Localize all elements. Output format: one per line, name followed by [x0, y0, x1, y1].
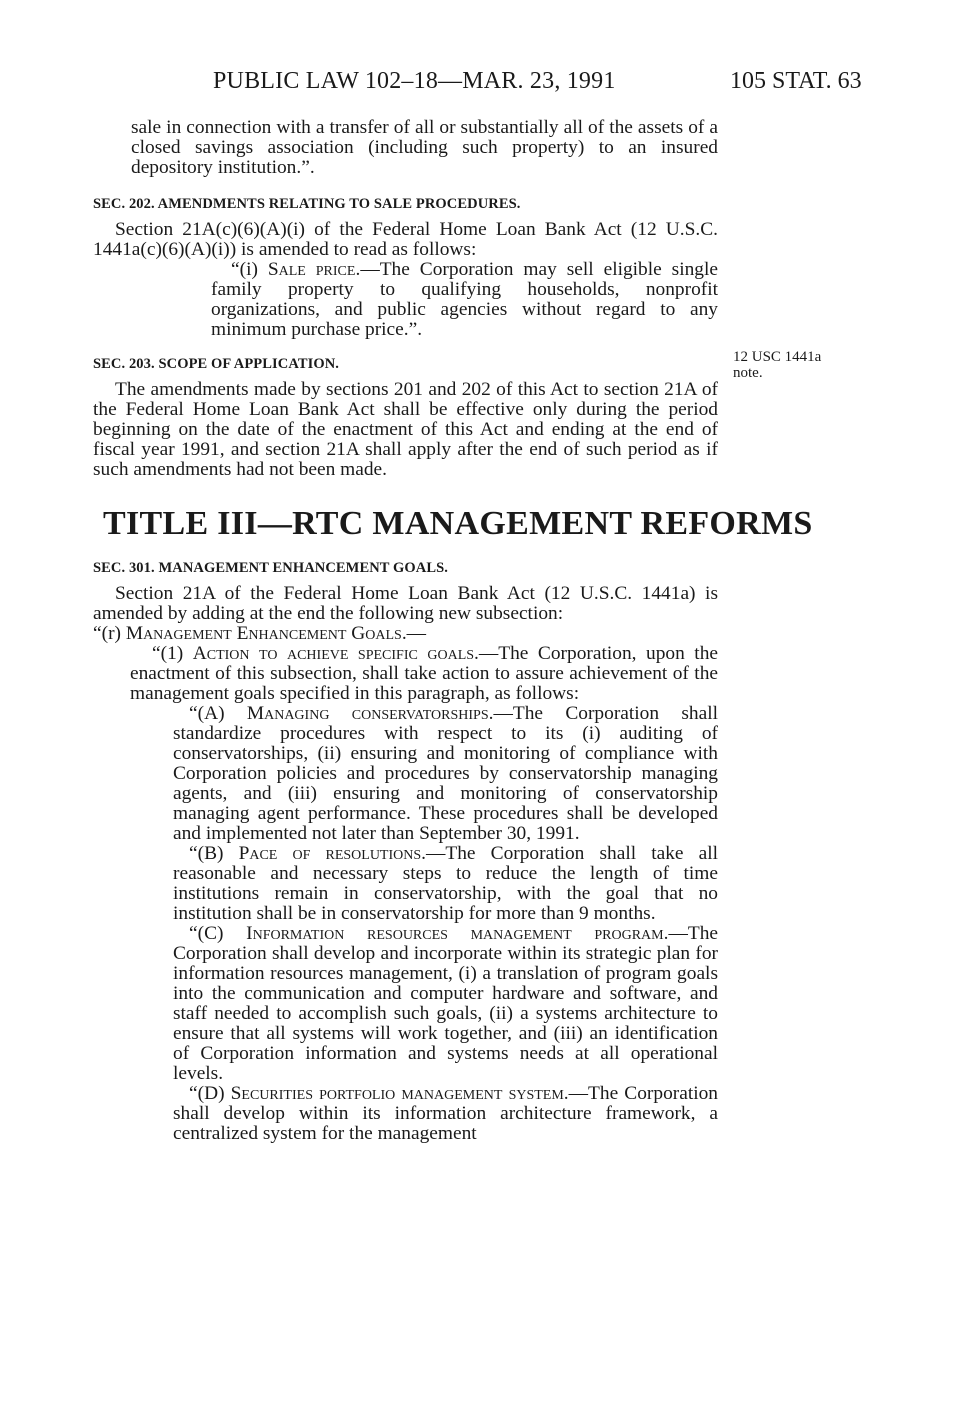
- margin-note-citation: 12 USC 1441a: [733, 349, 822, 365]
- title-iii-heading: TITLE III—RTC MANAGEMENT REFORMS: [103, 505, 813, 542]
- paragraph-1: [130, 644, 718, 704]
- margin-note: [733, 349, 853, 381]
- subparagraph-c: [173, 924, 718, 1084]
- paragraph-1-prefix: “(1): [152, 643, 193, 664]
- subparagraph-b: [173, 844, 718, 924]
- subsection-r: [93, 624, 718, 644]
- subparagraph-c-caption: Information resources management program.: [246, 923, 669, 944]
- subparagraph-a-prefix: “(A): [189, 703, 247, 724]
- subparagraph-d: [173, 1084, 718, 1144]
- subparagraph-c-text: —The Corporation shall develop and incorporate within its strategic plan for information resources management, (i) a translation of program goals into the communication and computer hardware and software, and staff needed to accomplish such goals, (ii) a systems architecture to ensure that all systems will work together, and (iii) an identification of Corporation information and systems needs at all operational levels.: [173, 923, 718, 1084]
- statute-page-number: 105 STAT. 63: [730, 68, 862, 94]
- subsection-r-suffix: —: [406, 623, 427, 644]
- margin-note-suffix: note.: [733, 365, 763, 381]
- subparagraph-d-prefix: “(D): [189, 1083, 231, 1104]
- subparagraph-a: [173, 704, 718, 844]
- subsection-r-prefix: “(r): [93, 623, 126, 644]
- sec-202-quoted-clause: [211, 260, 718, 340]
- clause-text: —The Corporation may sell eligible single family property to qualifying households, nonprofit organizations, and public agencies without regard to any minimum purchase price.”.: [211, 259, 719, 340]
- sec-301-heading: SEC. 301. MANAGEMENT ENHANCEMENT GOALS.: [93, 560, 449, 576]
- sec-202-heading: SEC. 202. AMENDMENTS RELATING TO SALE PROCEDURES.: [93, 196, 521, 212]
- clause-caption: Sale price.: [267, 259, 361, 280]
- subparagraph-b-prefix: “(B): [189, 843, 239, 864]
- paragraph-1-text: —The Corporation, upon the enactment of this subsection, shall take action to assure achievement of the management goals specified in this paragraph, as follows:: [130, 643, 718, 704]
- continued-paragraph: sale in connection with a transfer of all or substantially all of the assets of a closed savings association (including such property) to an insured depository institution.”.: [131, 117, 718, 178]
- subparagraph-a-text: —The Corporation shall standardize procedures with respect to its (i) auditing of conservatorships, (ii) ensuring and monitoring of compliance with Corporation policies and procedures by conservatorship managing agents, and (iii) ensuring and monitoring of conservatorship managing agent performance. These procedures shall be developed and implemented not later than September 30, 1991.: [173, 703, 718, 844]
- sec-203-heading: SEC. 203. SCOPE OF APPLICATION.: [93, 356, 340, 372]
- subparagraph-b-caption: Pace of resolutions.: [238, 843, 426, 864]
- clause-prefix: “(i): [231, 259, 268, 280]
- sec-202-intro: Section 21A(c)(6)(A)(i) of the Federal Home Loan Bank Act (12 U.S.C. 1441a(c)(6)(A)(i)) is amended to read as follows:: [93, 219, 718, 260]
- subparagraph-a-caption: Managing conservatorships.: [246, 703, 494, 724]
- subparagraph-d-text: —The Corporation shall develop within its information architecture framework, a centralized system for the management: [173, 1083, 719, 1144]
- subparagraph-d-caption: Securities portfolio management system.: [230, 1083, 569, 1104]
- paragraph-1-caption: Action to achieve specific goals.: [192, 643, 479, 664]
- subsection-r-caption: Management Enhancement Goals.: [125, 623, 407, 644]
- sec-203-text: The amendments made by sections 201 and 202 of this Act to section 21A of the Federal Home Loan Bank Act shall be effective only during the period beginning on the date of the enactment of this Act and ending at the end of fiscal year 1991, and section 21A shall apply after the end of such period as if such amendments had not been made.: [93, 379, 718, 480]
- running-header-title: PUBLIC LAW 102–18—MAR. 23, 1991: [213, 68, 616, 94]
- subparagraph-b-text: —The Corporation shall take all reasonable and necessary steps to reduce the length of time institutions remain in conservatorship, with the goal that no institution shall be in conservatorship for more than 9 months.: [173, 843, 718, 924]
- subparagraph-c-prefix: “(C): [189, 923, 247, 944]
- sec-301-intro: Section 21A of the Federal Home Loan Bank Act (12 U.S.C. 1441a) is amended by adding at the end the following new subsection:: [93, 583, 718, 624]
